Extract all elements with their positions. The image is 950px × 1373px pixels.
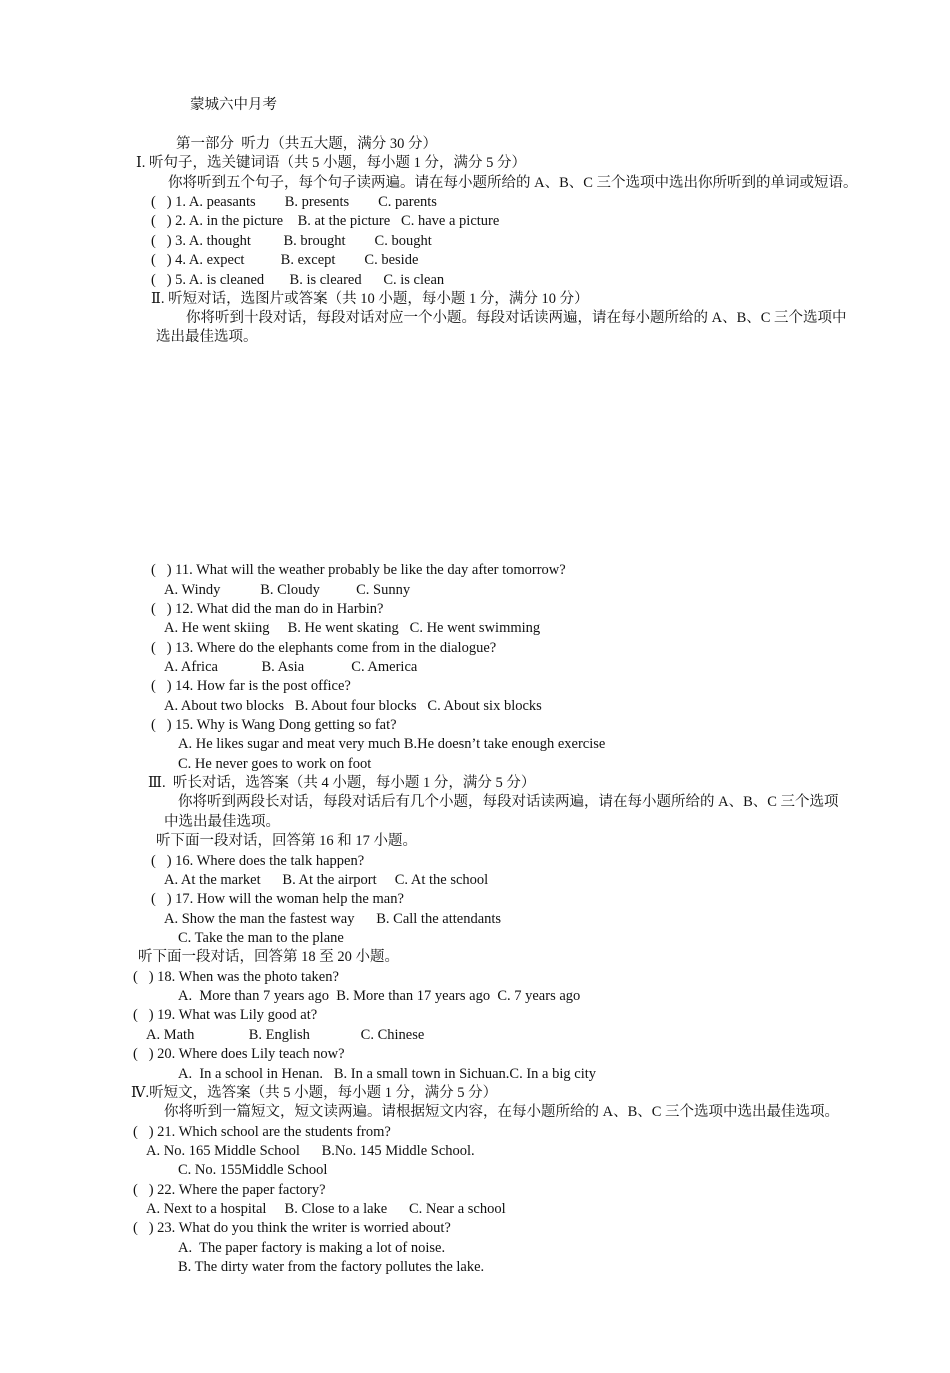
section2-instruction-line1: 你将听到十段对话，每段对话对应一个小题。每段对话读两遍，请在每小题所给的 A、B、C 三个选项中 (186, 310, 847, 326)
question-18: ( ) 18. When was the photo taken? (133, 969, 339, 985)
question-23-option-a: A. The paper factory is making a lot of noise. (178, 1240, 446, 1256)
question-21-options-ab: A. No. 165 Middle School B.No. 145 Middle School. (146, 1143, 475, 1159)
question-17-option-c: C. Take the man to the plane (178, 930, 344, 946)
question-22: ( ) 22. Where the paper factory? (133, 1182, 326, 1198)
question-4: ( ) 4. A. expect B. except C. beside (151, 252, 419, 268)
dialog1-intro: 听下面一段对话，回答第 16 和 17 小题。 (156, 833, 417, 849)
question-11: ( ) 11. What will the weather probably be like the day after tomorrow? (151, 562, 566, 578)
section1-instruction: 你将听到五个句子，每个句子读两遍。请在每小题所给的 A、B、C 三个选项中选出你所听到的单词或短语。 (168, 175, 858, 191)
question-1: ( ) 1. A. peasants B. presents C. parents (151, 194, 437, 210)
dialog2-intro: 听下面一段对话，回答第 18 至 20 小题。 (138, 949, 399, 965)
question-20-options: A. In a school in Henan. B. In a small town in Sichuan.C. In a big city (178, 1066, 597, 1082)
section1-heading: Ⅰ. 听句子，选关键词语（共 5 小题，每小题 1 分，满分 5 分） (136, 155, 526, 171)
question-14: ( ) 14. How far is the post office? (151, 678, 351, 694)
question-16: ( ) 16. Where does the talk happen? (151, 853, 365, 869)
question-12: ( ) 12. What did the man do in Harbin? (151, 601, 384, 617)
question-15-option-c: C. He never goes to work on foot (178, 756, 372, 772)
question-15-options-ab: A. He likes sugar and meat very much B.He doesn’t take enough exercise (178, 736, 606, 752)
section2-instruction-line2: 选出最佳选项。 (156, 329, 258, 345)
question-3: ( ) 3. A. thought B. brought C. bought (151, 233, 432, 249)
section3-instruction-line2: 中选出最佳选项。 (164, 814, 280, 830)
question-11-options: A. Windy B. Cloudy C. Sunny (164, 582, 411, 598)
question-17: ( ) 17. How will the woman help the man? (151, 891, 404, 907)
section4-instruction: 你将听到一篇短文，短文读两遍。请根据短文内容，在每小题所给的 A、B、C 三个选项中选出最佳选项。 (164, 1104, 840, 1120)
question-20: ( ) 20. Where does Lily teach now? (133, 1046, 345, 1062)
question-5: ( ) 5. A. is cleaned B. is cleared C. is clean (151, 272, 445, 288)
question-19: ( ) 19. What was Lily good at? (133, 1007, 318, 1023)
section3-instruction-line1: 你将听到两段长对话，每段对话后有几个小题，每段对话读两遍，请在每小题所给的 A、B、C 三个选项 (178, 794, 839, 810)
section3-heading: Ⅲ. 听长对话，选答案（共 4 小题，每小题 1 分，满分 5 分） (148, 775, 536, 791)
question-23-option-b: B. The dirty water from the factory pollutes the lake. (178, 1259, 485, 1275)
question-18-options: A. More than 7 years ago B. More than 17 years ago C. 7 years ago (178, 988, 581, 1004)
question-2: ( ) 2. A. in the picture B. at the picture C. have a picture (151, 213, 500, 229)
part1-heading: 第一部分 听力（共五大题，满分 30 分） (176, 136, 437, 152)
section2-heading: Ⅱ. 听短对话，选图片或答案（共 10 小题，每小题 1 分，满分 10 分） (151, 291, 589, 307)
question-23: ( ) 23. What do you think the writer is worried about? (133, 1220, 451, 1236)
question-14-options: A. About two blocks B. About four blocks C. About six blocks (164, 698, 542, 714)
exam-title: 蒙城六中月考 (190, 97, 277, 113)
question-13: ( ) 13. Where do the elephants come from in the dialogue? (151, 640, 497, 656)
question-21-option-c: C. No. 155Middle School (178, 1162, 328, 1178)
question-16-options: A. At the market B. At the airport C. At the school (164, 872, 489, 888)
question-15: ( ) 15. Why is Wang Dong getting so fat? (151, 717, 397, 733)
question-19-options: A. Math B. English C. Chinese (146, 1027, 425, 1043)
question-22-options: A. Next to a hospital B. Close to a lake C. Near a school (146, 1201, 506, 1217)
question-13-options: A. Africa B. Asia C. America (164, 659, 418, 675)
question-21: ( ) 21. Which school are the students from? (133, 1124, 391, 1140)
question-12-options: A. He went skiing B. He went skating C. He went swimming (164, 620, 541, 636)
section4-heading: Ⅳ.听短文，选答案（共 5 小题，每小题 1 分，满分 5 分） (131, 1085, 498, 1101)
question-17-options-ab: A. Show the man the fastest way B. Call the attendants (164, 911, 502, 927)
